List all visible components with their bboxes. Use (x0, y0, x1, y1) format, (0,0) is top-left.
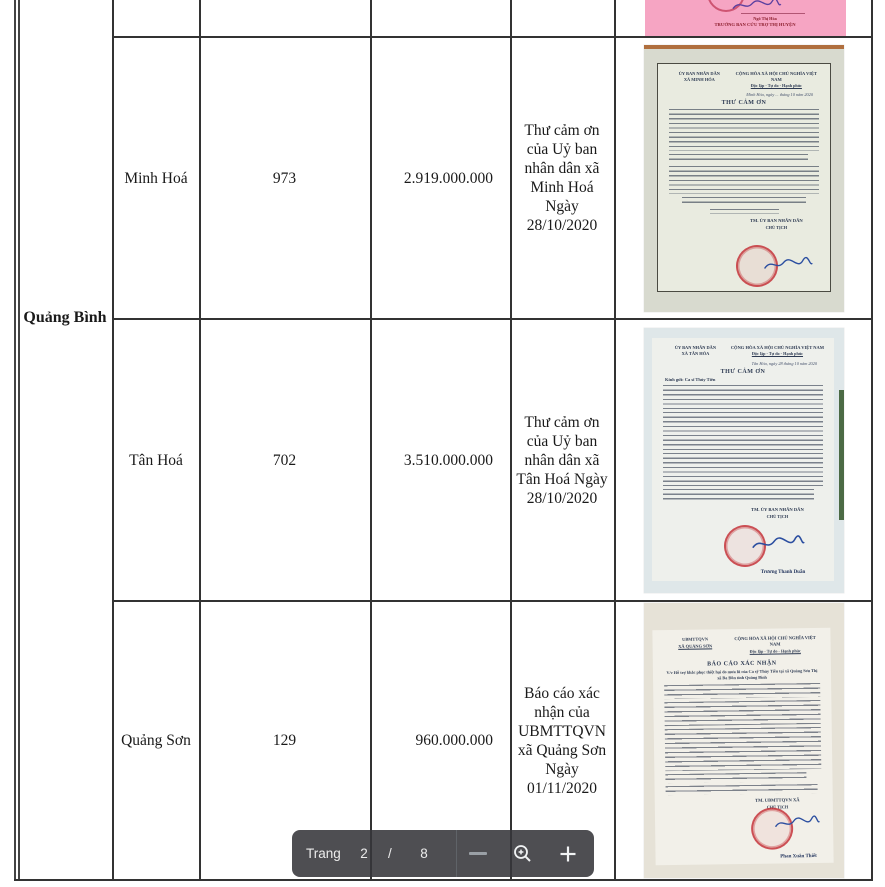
minus-icon (469, 852, 487, 855)
signature-icon (762, 255, 814, 275)
households-cell: 702 (272, 451, 297, 469)
national-motto-line2: Độc lập - Tự do - Hạnh phúc (751, 350, 804, 356)
letter-org (667, 71, 732, 90)
letter-text-lines (663, 412, 823, 450)
commune-cell: Quảng Sơn (121, 732, 191, 749)
letter-paper (652, 628, 833, 865)
document-photo-pink-partial (645, 0, 846, 36)
document-cell (616, 38, 872, 318)
letter-text-lines (682, 197, 805, 206)
national-motto-line1: CỘNG HÒA XÃ HỘI CHỦ NGHĨA VIỆT NAM (734, 634, 816, 647)
plus-icon (559, 845, 577, 863)
letter-org-line1: ỦY BAN NHÂN DÂN (678, 70, 720, 76)
national-motto-line2: Độc lập - Tự do - Hạnh phúc (750, 83, 802, 89)
letter-date: Tân Hóa, ngày 28 tháng 10 năm 2020 (751, 360, 817, 366)
letter-title: THƯ CẢM ƠN (720, 368, 766, 375)
letter-org (661, 345, 730, 358)
document-photo-quang-son (644, 603, 844, 878)
letter-greeting: Kính gửi: Ca sĩ Thủy Tiên (665, 376, 716, 382)
photo-background-strip (644, 45, 844, 49)
province-cell: Quảng Bình (23, 309, 107, 326)
signature-icon (729, 0, 783, 14)
signature-icon (750, 533, 806, 555)
national-motto-line2: Độc lập - Tự do - Hạnh phúc (749, 647, 801, 654)
sign-org: TM. ỦY BAN NHÂN DÂN (749, 218, 803, 224)
table-border-line (14, 879, 873, 881)
letter-text-lines (665, 727, 822, 771)
letter-text-lines (669, 109, 819, 151)
document-photo-minh-hoa (644, 45, 844, 312)
page-separator: / (388, 846, 392, 861)
amount-cell: 3.510.000.000 (403, 451, 493, 469)
national-motto-line1: CỘNG HÒA XÃ HỘI CHỦ NGHĨA VIỆT NAM (735, 70, 818, 82)
zoom-magnifier-button[interactable] (501, 830, 545, 877)
letter-text-lines (710, 209, 779, 214)
table-border-line (14, 0, 16, 881)
zoom-in-button[interactable] (546, 830, 590, 877)
letter-text-lines (664, 700, 820, 726)
zoom-out-button[interactable] (456, 830, 500, 877)
commune-cell: Minh Hoá (124, 169, 188, 187)
signer-name: Phan Xuân Thiết (780, 853, 817, 860)
photo-background-strip (839, 390, 844, 520)
note-cell: Báo cáo xác nhận của UBMTTQVN xã Quảng Sơn Ngày 01/11/2020 (517, 684, 607, 797)
letter-date: Minh Hóa, ngày ... tháng 10 năm 2020 (746, 92, 813, 98)
letter-header (661, 635, 821, 656)
letter-national-header (730, 345, 825, 358)
letter-text-lines (669, 154, 808, 163)
signer-title: TRƯỞNG BAN CỨU TRỢ THỊ HUYỆN (714, 22, 796, 27)
document-cell (616, 320, 872, 600)
letter-national-header (732, 71, 821, 90)
note-cell: Thư cảm ơn của Uỷ ban nhân dân xã Minh Hoá Ngày 28/10/2020 (524, 122, 600, 234)
page-toolbar (292, 830, 594, 877)
letter-header (661, 345, 825, 358)
households-cell: 973 (272, 169, 297, 187)
letter-header (667, 71, 821, 90)
page-label: Trang (306, 846, 341, 861)
letter-national-header (729, 635, 822, 655)
signer-name: Ngô Thị Hòa (753, 16, 777, 21)
document-cell (616, 602, 872, 879)
sign-org: TM. UBMTTQVN XÃ (755, 797, 800, 804)
letter-org-line2: XÃ MINH HÓA (683, 77, 715, 83)
signature-icon (773, 813, 821, 834)
amount-cell: 2.919.000.000 (403, 169, 493, 187)
letter-text-lines (665, 773, 806, 784)
magnifier-plus-icon (512, 843, 534, 865)
sign-role: CHỦ TỊCH (765, 225, 788, 231)
letter-org-line1: ỦY BAN NHÂN DÂN (674, 344, 717, 350)
letter-text-lines (666, 784, 818, 795)
letter-subtitle: V/v Hỗ trợ khắc phục thiệt hại do mưa lũ của Ca sỹ Thủy Tiên tại xã Quảng Sơn Thị xã Ba Đồn tỉnh Quảng Bình (666, 667, 818, 681)
letter-text-lines (663, 489, 814, 503)
letter-org-line2: XÃ TÂN HÓA (681, 351, 710, 357)
letter-text-lines (663, 453, 823, 486)
document-photo-tan-hoa (644, 328, 844, 593)
commune-cell: Tân Hoá (129, 451, 183, 469)
letter-text-lines (664, 683, 820, 699)
letter-title: BÁO CÁO XÁC NHẬN (707, 660, 777, 668)
households-cell: 129 (272, 732, 297, 749)
page-number-input[interactable]: 2 (360, 846, 368, 861)
letter-org-line2: XÃ QUẢNG SƠN (678, 643, 713, 649)
letter-text-lines (669, 166, 819, 194)
letter-org-line1: UBMTTQVN (682, 636, 709, 642)
sign-role: CHỦ TỊCH (766, 513, 789, 519)
letter-paper (657, 63, 831, 292)
sign-role: CHỦ TỊCH (766, 804, 789, 811)
note-cell: Thư cảm ơn của Uỷ ban nhân dân xã Tân Hoá Ngày 28/10/2020 (516, 413, 608, 507)
page-total: 8 (420, 846, 428, 861)
table-border-line (18, 0, 20, 881)
national-motto-line1: CỘNG HÒA XÃ HỘI CHỦ NGHĨA VIỆT NAM (730, 344, 825, 350)
sign-org: TM. ỦY BAN NHÂN DÂN (751, 506, 804, 512)
letter-sign-block (730, 507, 825, 520)
amount-cell: 960.000.000 (415, 732, 493, 749)
signer-name: Trương Thanh Duẫn (760, 569, 806, 575)
letter-sign-block (732, 218, 821, 231)
letter-text-lines (663, 385, 823, 409)
letter-title: THƯ CẢM ƠN (721, 100, 767, 107)
signature-line (741, 13, 805, 14)
letter-org (661, 636, 728, 656)
letter-paper (652, 338, 834, 581)
